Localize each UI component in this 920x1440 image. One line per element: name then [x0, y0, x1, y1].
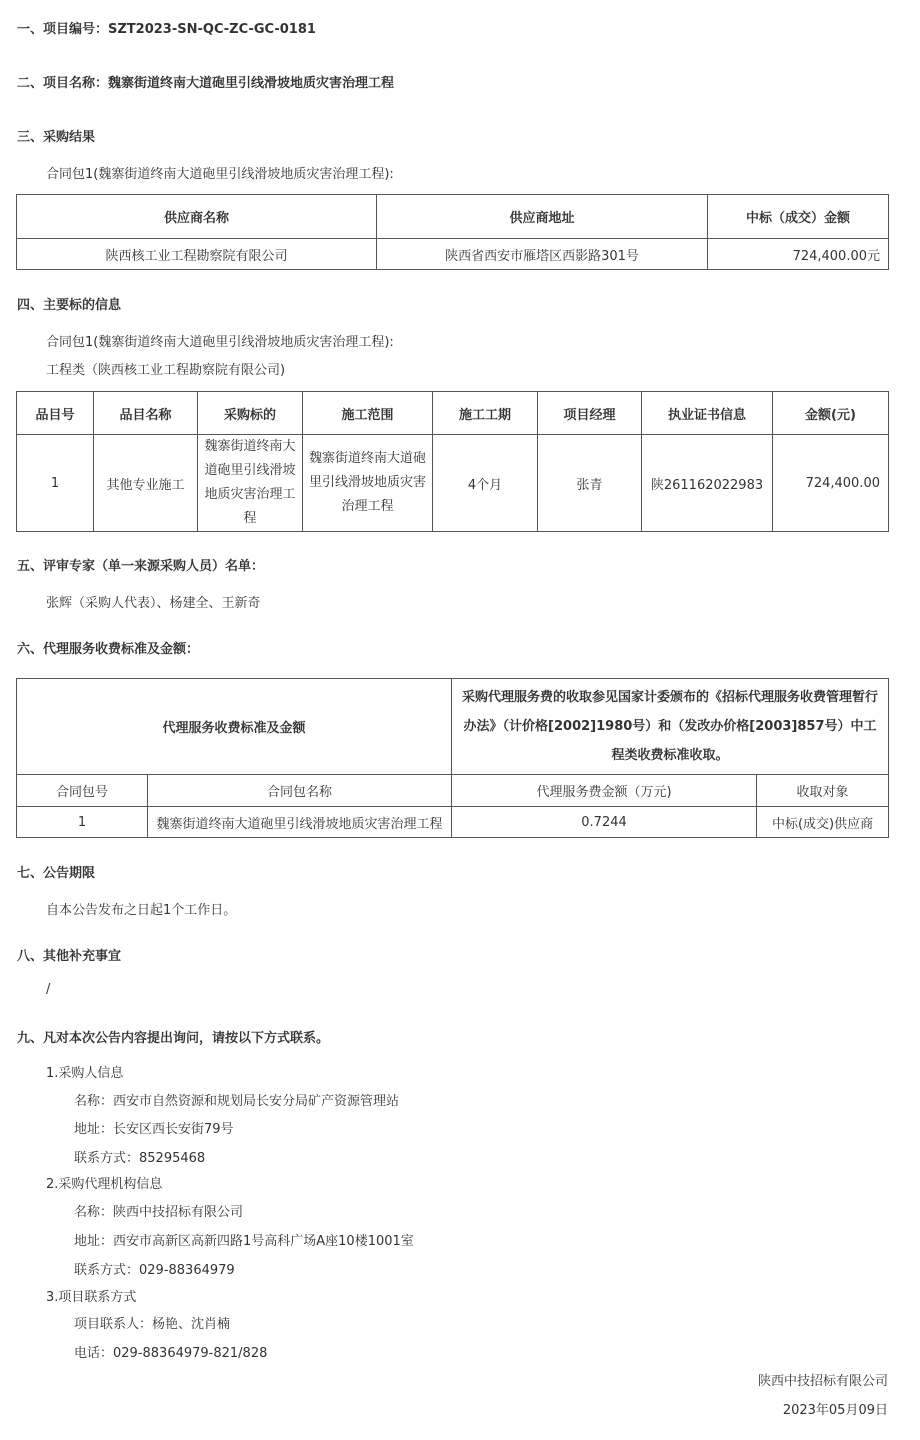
subject-header-amount: 金额(元) — [773, 392, 889, 435]
fee-cell-payer: 中标(成交)供应商 — [757, 807, 889, 838]
subject-table — [16, 391, 889, 532]
project-number-label: 一、项目编号： — [17, 22, 109, 37]
subject-header-no: 品目号 — [17, 392, 94, 435]
table-row — [17, 435, 889, 532]
other-text: / — [46, 982, 51, 997]
section-title-result: 三、采购结果 — [17, 130, 96, 145]
project-name-line — [17, 72, 394, 91]
section-title-period: 七、公告期限 — [17, 866, 96, 881]
result-header-supplier: 供应商名称 — [17, 195, 377, 239]
result-cell-address: 陕西省西安市雁塔区西影路301号 — [377, 239, 708, 270]
buyer-address: 地址：长安区西长安街79号 — [74, 1122, 234, 1137]
buyer-name: 名称：西安市自然资源和规划局长安分局矿产资源管理站 — [74, 1094, 400, 1109]
project-contact-phone: 电话：029-88364979-821/828 — [74, 1346, 268, 1361]
fee-header-package-no: 合同包号 — [17, 775, 148, 807]
subject-header-manager: 项目经理 — [538, 392, 642, 435]
section-title-fee: 六、代理服务收费标准及金额： — [17, 642, 200, 657]
project-number-line — [17, 18, 316, 37]
fee-header-package-name: 合同包名称 — [148, 775, 452, 807]
agent-phone: 联系方式：029-88364979 — [74, 1263, 235, 1278]
subject-cell-item: 其他专业施工 — [94, 435, 198, 532]
subject-cell-target: 魏寨街道终南大道砲里引线滑坡地质灾害治理工程 — [198, 435, 303, 532]
project-name-label: 二、项目名称： — [17, 76, 109, 91]
table-row — [17, 239, 889, 270]
subject-header-scope: 施工范围 — [303, 392, 433, 435]
subject-header-target: 采购标的 — [198, 392, 303, 435]
subject-header-cert: 执业证书信息 — [642, 392, 773, 435]
project-name-value: 魏寨街道终南大道砲里引线滑坡地质灾害治理工程 — [108, 76, 395, 91]
fee-cell-amount: 0.7244 — [452, 807, 757, 838]
agent-name: 名称：陕西中技招标有限公司 — [74, 1205, 244, 1220]
fee-standard-row — [17, 679, 889, 775]
fee-cell-package-name: 魏寨街道终南大道砲里引线滑坡地质灾害治理工程 — [148, 807, 452, 838]
subject-table-header — [17, 392, 889, 435]
footer-date: 2023年05月09日 — [782, 1403, 888, 1418]
subject-cell-no: 1 — [17, 435, 94, 532]
project-contact-title: 3.项目联系方式 — [46, 1290, 137, 1305]
period-text: 自本公告发布之日起1个工作日。 — [46, 903, 237, 918]
experts-names: 张辉（采购人代表）、杨建全、王新奇 — [46, 596, 261, 611]
fee-cell-package-no: 1 — [17, 807, 148, 838]
result-table — [16, 194, 889, 270]
result-cell-amount: 724,400.00元 — [708, 239, 889, 270]
agent-info-title: 2.采购代理机构信息 — [46, 1177, 163, 1192]
fee-standard-label: 代理服务收费标准及金额 — [17, 679, 452, 775]
fee-header-payer: 收取对象 — [757, 775, 889, 807]
agent-address: 地址：西安市高新区高新四路1号高科广场A座10楼1001室 — [74, 1234, 414, 1249]
table-row — [17, 807, 889, 838]
subject-cell-manager: 张青 — [538, 435, 642, 532]
buyer-phone: 联系方式：85295468 — [74, 1151, 206, 1166]
fee-table-header — [17, 775, 889, 807]
result-table-header — [17, 195, 889, 239]
result-header-address: 供应商地址 — [377, 195, 708, 239]
fee-standard-description: 采购代理服务费的收取参见国家计委颁布的《招标代理服务收费管理暂行办法》（计价格[2002]1980号）和（发改办价格[2003]857号）中工程类收费标准收取。 — [452, 679, 889, 775]
subject-header-period: 施工工期 — [433, 392, 538, 435]
subject-header-item: 品目名称 — [94, 392, 198, 435]
subject-cell-scope: 魏寨街道终南大道砲里引线滑坡地质灾害治理工程 — [303, 435, 433, 532]
project-number-value: SZT2023-SN-QC-ZC-GC-0181 — [108, 22, 316, 37]
result-header-amount: 中标（成交）金额 — [708, 195, 889, 239]
subject-package-line: 合同包1(魏寨街道终南大道砲里引线滑坡地质灾害治理工程): — [46, 335, 394, 350]
subject-category-line: 工程类（陕西核工业工程勘察院有限公司) — [46, 363, 286, 378]
section-title-subject: 四、主要标的信息 — [17, 298, 122, 313]
project-contact-person: 项目联系人：杨艳、沈肖楠 — [74, 1317, 231, 1332]
subject-cell-period: 4个月 — [433, 435, 538, 532]
subject-cell-amount: 724,400.00 — [773, 435, 889, 532]
section-title-experts: 五、评审专家（单一来源采购人员）名单： — [17, 559, 265, 574]
fee-header-amount: 代理服务费金额（万元) — [452, 775, 757, 807]
result-cell-supplier: 陕西核工业工程勘察院有限公司 — [17, 239, 377, 270]
result-package-line: 合同包1(魏寨街道终南大道砲里引线滑坡地质灾害治理工程): — [46, 167, 394, 182]
section-title-contact: 九、凡对本次公告内容提出询问，请按以下方式联系。 — [17, 1031, 330, 1046]
buyer-info-title: 1.采购人信息 — [46, 1066, 124, 1081]
subject-cell-cert: 陕261162022983 — [642, 435, 773, 532]
fee-table — [16, 678, 889, 838]
footer-company: 陕西中技招标有限公司 — [757, 1374, 888, 1389]
section-title-other: 八、其他补充事宜 — [17, 949, 122, 964]
